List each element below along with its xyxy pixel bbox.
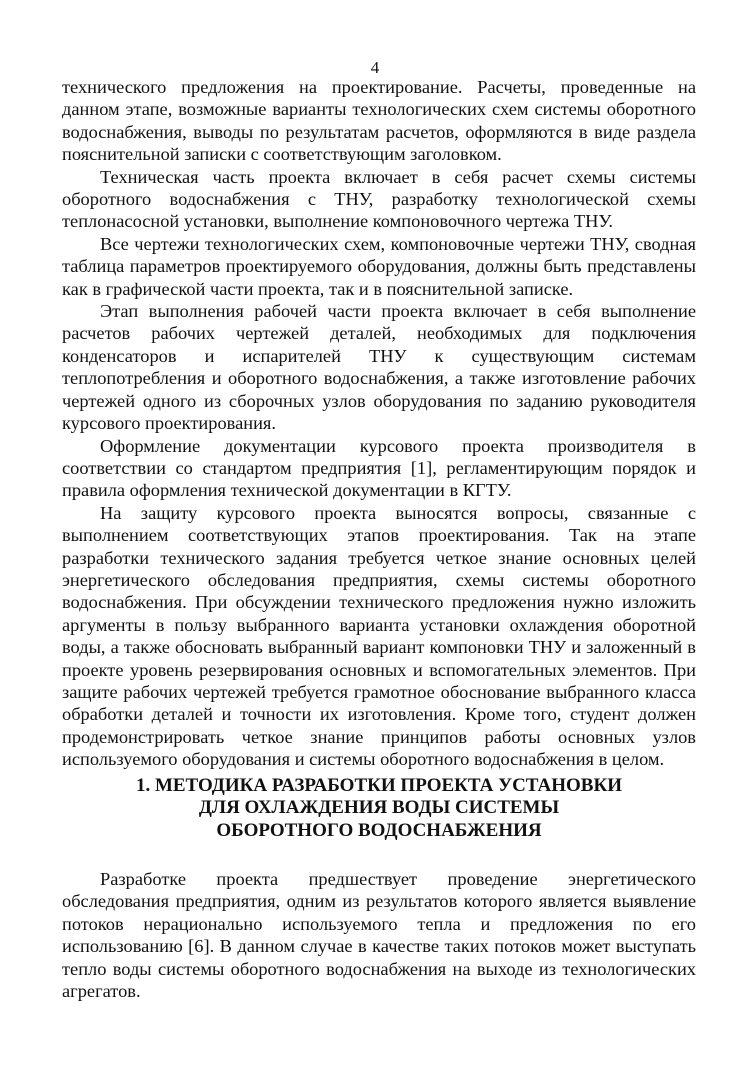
- paragraph-section-intro: Разработке проекта предшествует проведение энергетического обследования предприятия, одним из результатов которого является выявление потоков нерационально используемого тепла и предложения по его использованию [6]. В данном случае в качестве таких потоков может выступать тепло воды системы оборотного водоснабжения на выходе из технологических агрегатов.: [62, 869, 696, 1002]
- section-heading-line: ДЛЯ ОХЛАЖДЕНИЯ ВОДЫ СИСТЕМЫ: [198, 797, 560, 819]
- paragraph-continuation: технического предложения на проектирование. Расчеты, проведенные на данном этапе, возможные варианты технологических схем системы оборотного водоснабжения, выводы по результатам расчетов, оформляются в виде раздела пояснительной записки с соответствующим заголовком.: [62, 77, 696, 165]
- section-heading: [62, 775, 696, 842]
- section-heading-line: 1. МЕТОДИКА РАЗРАБОТКИ ПРОЕКТА УСТАНОВКИ: [135, 775, 623, 796]
- paragraph-technical-part: Техническая часть проекта включает в себя расчет схемы системы оборотного водоснабжения с ТНУ, разработку технологической схемы теплонасосной установки, выполнение компоновочного чертежа ТНУ.: [62, 166, 696, 232]
- section-heading-line: ОБОРОТНОГО ВОДОСНАБЖЕНИЯ: [216, 819, 542, 841]
- page-number: 4: [370, 58, 380, 77]
- paragraph-drawings: Все чертежи технологических схем, компоновочные чертежи ТНУ, сводная таблица параметров проектируемого оборудования, должны быть представлены как в графической части проекта, так и в пояснительной записке.: [62, 233, 696, 299]
- section-text: [62, 868, 696, 1002]
- paragraph-working-part: Этап выполнения рабочей части проекта включает в себя выполнение расчетов рабочих чертежей деталей, необходимых для подключения конденсаторов и испарителей ТНУ к существующим системам теплопотребления и оборотного водоснабжения, а также изготовление рабочих чертежей одного из сборочных узлов оборудования по заданию руководителя курсового проектирования.: [62, 301, 696, 434]
- paragraph-documentation: Оформление документации курсового проекта производителя в соответствии со стандартом предприятия [1], регламентирующим порядок и правила оформления технической документации в КГТУ.: [62, 435, 696, 501]
- paragraph-defense: На защиту курсового проекта выносятся вопросы, связанные с выполнением соответствующих этапов проектирования. Так на этапе разработки технического задания требуется четкое знание основных целей энергетического обследования предприятия, схемы системы оборотного водоснабжения. При обсуждении технического предложения нужно изложить аргументы в пользу выбранного варианта установки охлаждения оборотной воды, а также обосновать выбранный вариант компоновки ТНУ и заложенный в проекте уровень резервирования основных и вспомогательных элементов. При защите рабочих чертежей требуется грамотное обоснование выбранного класса обработки деталей и точности их изготовления. Кроме того, студент должен продемонстрировать четкое знание принципов работы основных узлов используемого оборудования и системы оборотного водоснабжения в целом.: [62, 502, 696, 770]
- body-text: [62, 76, 696, 771]
